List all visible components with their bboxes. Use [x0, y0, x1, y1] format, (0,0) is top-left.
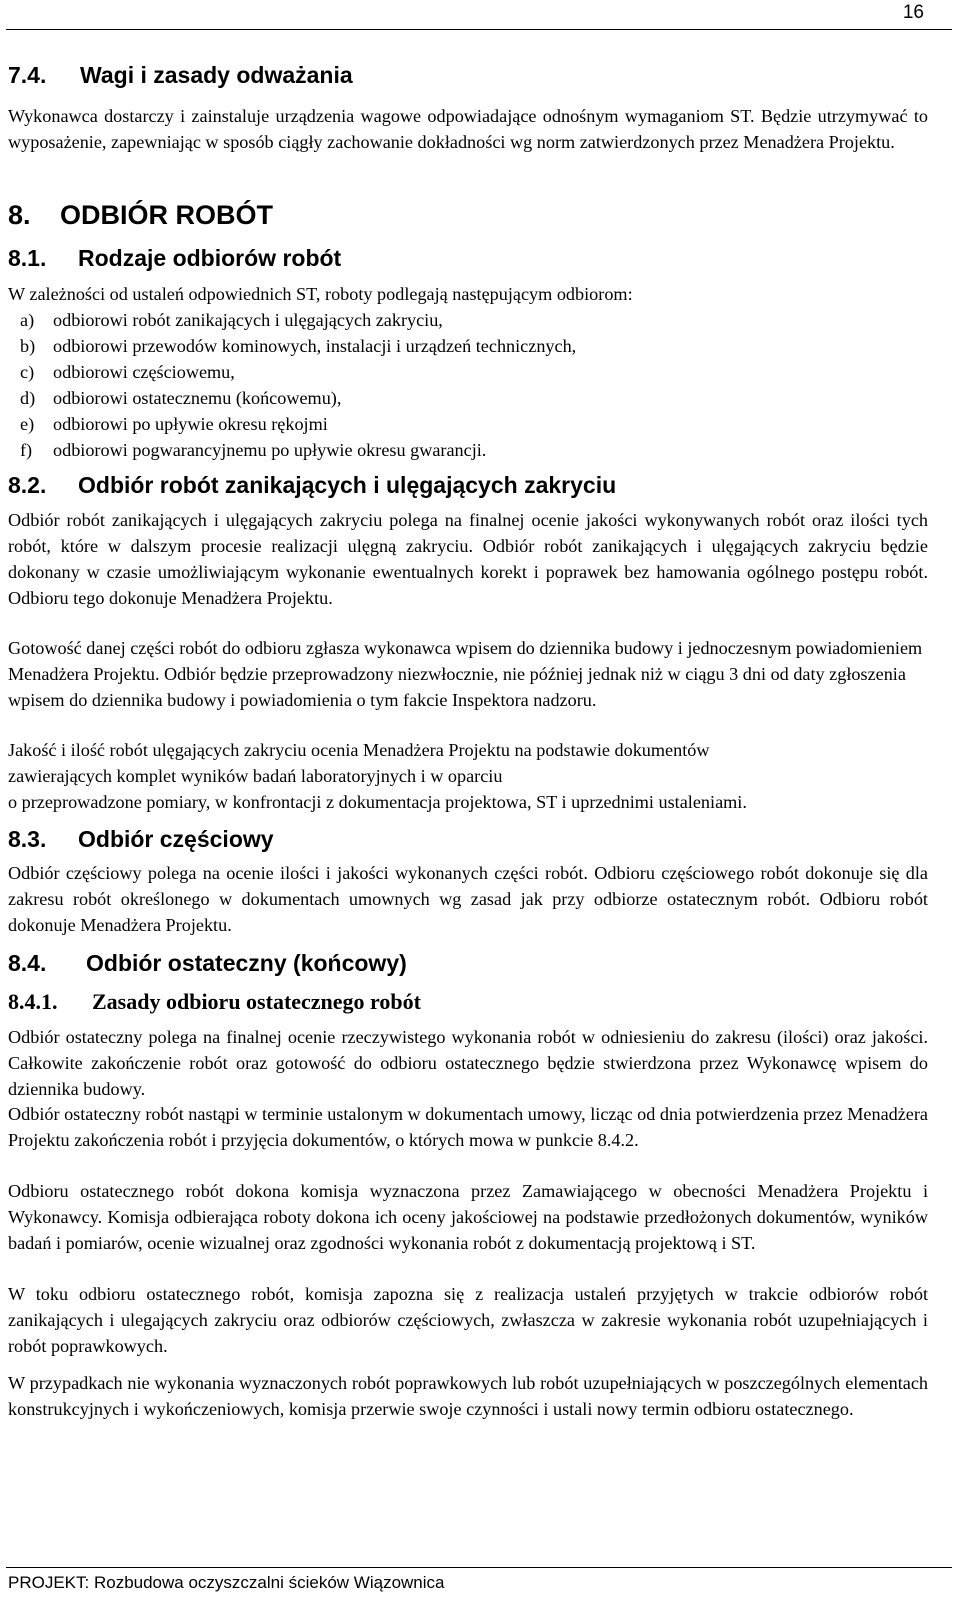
- heading-7-4: [8, 62, 353, 89]
- paragraph: Odbiór robót zanikających i ulęgających zakryciu polega na finalnej ocenie jakości wykonywanych robót oraz ilości tych robót, które w dalszym procesie realizacji ulęgną zakryciu. Odbiór robót zanikających i ulęgających zakryciu będzie dokonany w czasie umożliwiającym wykonanie ewentualnych korekt i poprawek bez hamowania ogólnego postępu robót. Odbioru tego dokonuje Menadżera Projektu.: [8, 510, 928, 608]
- paragraph: zawierających komplet wyników badań laboratoryjnych i w oparciu: [8, 766, 503, 786]
- heading-number: 8.1.: [8, 245, 47, 271]
- heading-title: ODBIÓR ROBÓT: [60, 200, 273, 230]
- footer-project: PROJEKT: Rozbudowa oczyszczalni ścieków Wiązownica: [8, 1573, 445, 1592]
- list-item: [20, 437, 576, 463]
- paragraph: Odbiór częściowy polega na ocenie ilości i jakości wykonanych części robót. Odbioru częściowego robót dokonuje się dla zakresu robót określonego w dokumentach umownych wg zasad jak przy odbiorze ostatecznym robót. Odbioru robót dokonuje Menadżera Projektu.: [8, 863, 928, 935]
- heading-title: Odbiór częściowy: [78, 826, 274, 852]
- paragraph: W przypadkach nie wykonania wyznaczonych robót poprawkowych lub robót uzupełniających w poszczególnych elementach konstrukcyjnych i wykończeniowych, komisja przerwie swoje czynności i ustali nowy termin odbioru ostatecznego.: [8, 1373, 928, 1419]
- heading-8-3: [8, 826, 274, 853]
- list-item: [20, 359, 576, 385]
- heading-title: Odbiór robót zanikających i ulęgających zakryciu: [78, 472, 617, 498]
- list-item-text: odbiorowi pogwarancyjnemu po upływie okresu gwarancji.: [53, 440, 487, 460]
- list-item: [20, 411, 576, 437]
- footer-rule: [6, 1567, 952, 1568]
- heading-title: Zasady odbioru ostatecznego robót: [92, 989, 421, 1014]
- paragraph: Odbioru ostatecznego robót dokona komisja wyznaczona przez Zamawiającego w obecności Menadżera Projektu i Wykonawcy. Komisja odbierająca roboty dokona ich oceny jakościowej na podstawie przedłożonych dokumentów, wyników badań i pomiarów, ocenie wizualnej oraz zgodności wykonania robót z dokumentacją projektową i ST.: [8, 1181, 928, 1253]
- list-item-text: odbiorowi przewodów kominowych, instalacji i urządzeń technicznych,: [53, 336, 577, 356]
- list-marker: d): [20, 388, 36, 408]
- list-marker: c): [20, 362, 35, 382]
- list-item: [20, 307, 576, 333]
- heading-8-4-1: [8, 989, 421, 1015]
- paragraph: Gotowość danej części robót do odbioru zgłasza wykonawca wpisem do dziennika budowy i jednoczesnym powiadomieniem Menadżera Projektu. Odbiór będzie przeprowadzony niezwłocznie, nie później jednak niż w ciągu 3 dni od daty zgłoszenia wpisem do dziennika budowy i powiadomienia o tym fakcie Inspektora nadzoru.: [8, 638, 923, 710]
- paragraph: Wykonawca dostarczy i zainstaluje urządzenia wagowe odpowiadające odnośnym wymaganiom ST. Będzie utrzymywać to wyposażenie, zapewniając w sposób ciągły zachowanie dokładności wg norm zatwierdzonych przez Menadżera Projektu.: [8, 106, 928, 152]
- paragraph: W zależności od ustaleń odpowiednich ST, roboty podlegają następującym odbiorom:: [8, 284, 633, 304]
- list-item-text: odbiorowi robót zanikających i ulęgających zakryciu,: [53, 310, 443, 330]
- heading-number: 8.4.: [8, 950, 47, 976]
- heading-number: 8.4.1.: [8, 989, 58, 1014]
- paragraph: W toku odbioru ostatecznego robót, komisja zapozna się z realizacja ustaleń przyjętych w trakcie odbiorów robót zanikających i ulegających zakryciu oraz odbiorów częściowych, zwłaszcza w zakresie wykonania robót uzupełniających i robót poprawkowych.: [8, 1284, 928, 1356]
- paragraph: Odbiór ostateczny polega na finalnej ocenie rzeczywistego wykonania robót w odniesieniu do zakresu (ilości) oraz jakości. Całkowite zakończenie robót oraz gotowość do odbioru ostatecznego będzie stwierdzona przez Wykonawcę wpisem do dziennika budowy.: [8, 1027, 928, 1099]
- paragraph: Odbiór ostateczny robót nastąpi w terminie ustalonym w dokumentach umowy, licząc od dnia potwierdzenia przez Menadżera Projektu zakończenia robót i przyjęcia dokumentów, o których mowa w punkcie 8.4.2.: [8, 1104, 929, 1150]
- list-marker: f): [20, 440, 33, 460]
- list-item-text: odbiorowi po upływie okresu rękojmi: [53, 414, 328, 434]
- heading-number: 8.2.: [8, 472, 47, 498]
- list-item-text: odbiorowi częściowemu,: [53, 362, 235, 382]
- heading-number: 7.4.: [8, 62, 47, 88]
- acceptance-types-list: [20, 307, 576, 463]
- list-marker: e): [20, 414, 35, 434]
- page-number: 16: [902, 2, 924, 23]
- heading-title: Rodzaje odbiorów robót: [78, 245, 342, 271]
- list-marker: b): [20, 336, 36, 356]
- header-rule: [6, 29, 952, 30]
- heading-number: 8.3.: [8, 826, 47, 852]
- heading-8: [8, 200, 273, 231]
- list-item: [20, 385, 576, 411]
- heading-8-1: [8, 245, 341, 272]
- heading-number: 8.: [8, 200, 31, 230]
- heading-title: Odbiór ostateczny (końcowy): [86, 950, 407, 976]
- heading-8-2: [8, 472, 616, 499]
- list-marker: a): [20, 310, 35, 330]
- list-item-text: odbiorowi ostatecznemu (końcowemu),: [53, 388, 342, 408]
- heading-title: Wagi i zasady odważania: [80, 62, 353, 88]
- list-item: [20, 333, 576, 359]
- paragraph: o przeprowadzone pomiary, w konfrontacji z dokumentacja projektowa, ST i uprzednimi ustaleniami.: [8, 792, 747, 812]
- heading-8-4: [8, 950, 407, 977]
- paragraph: Jakość i ilość robót ulęgających zakryciu ocenia Menadżera Projektu na podstawie dokumentów: [8, 740, 710, 760]
